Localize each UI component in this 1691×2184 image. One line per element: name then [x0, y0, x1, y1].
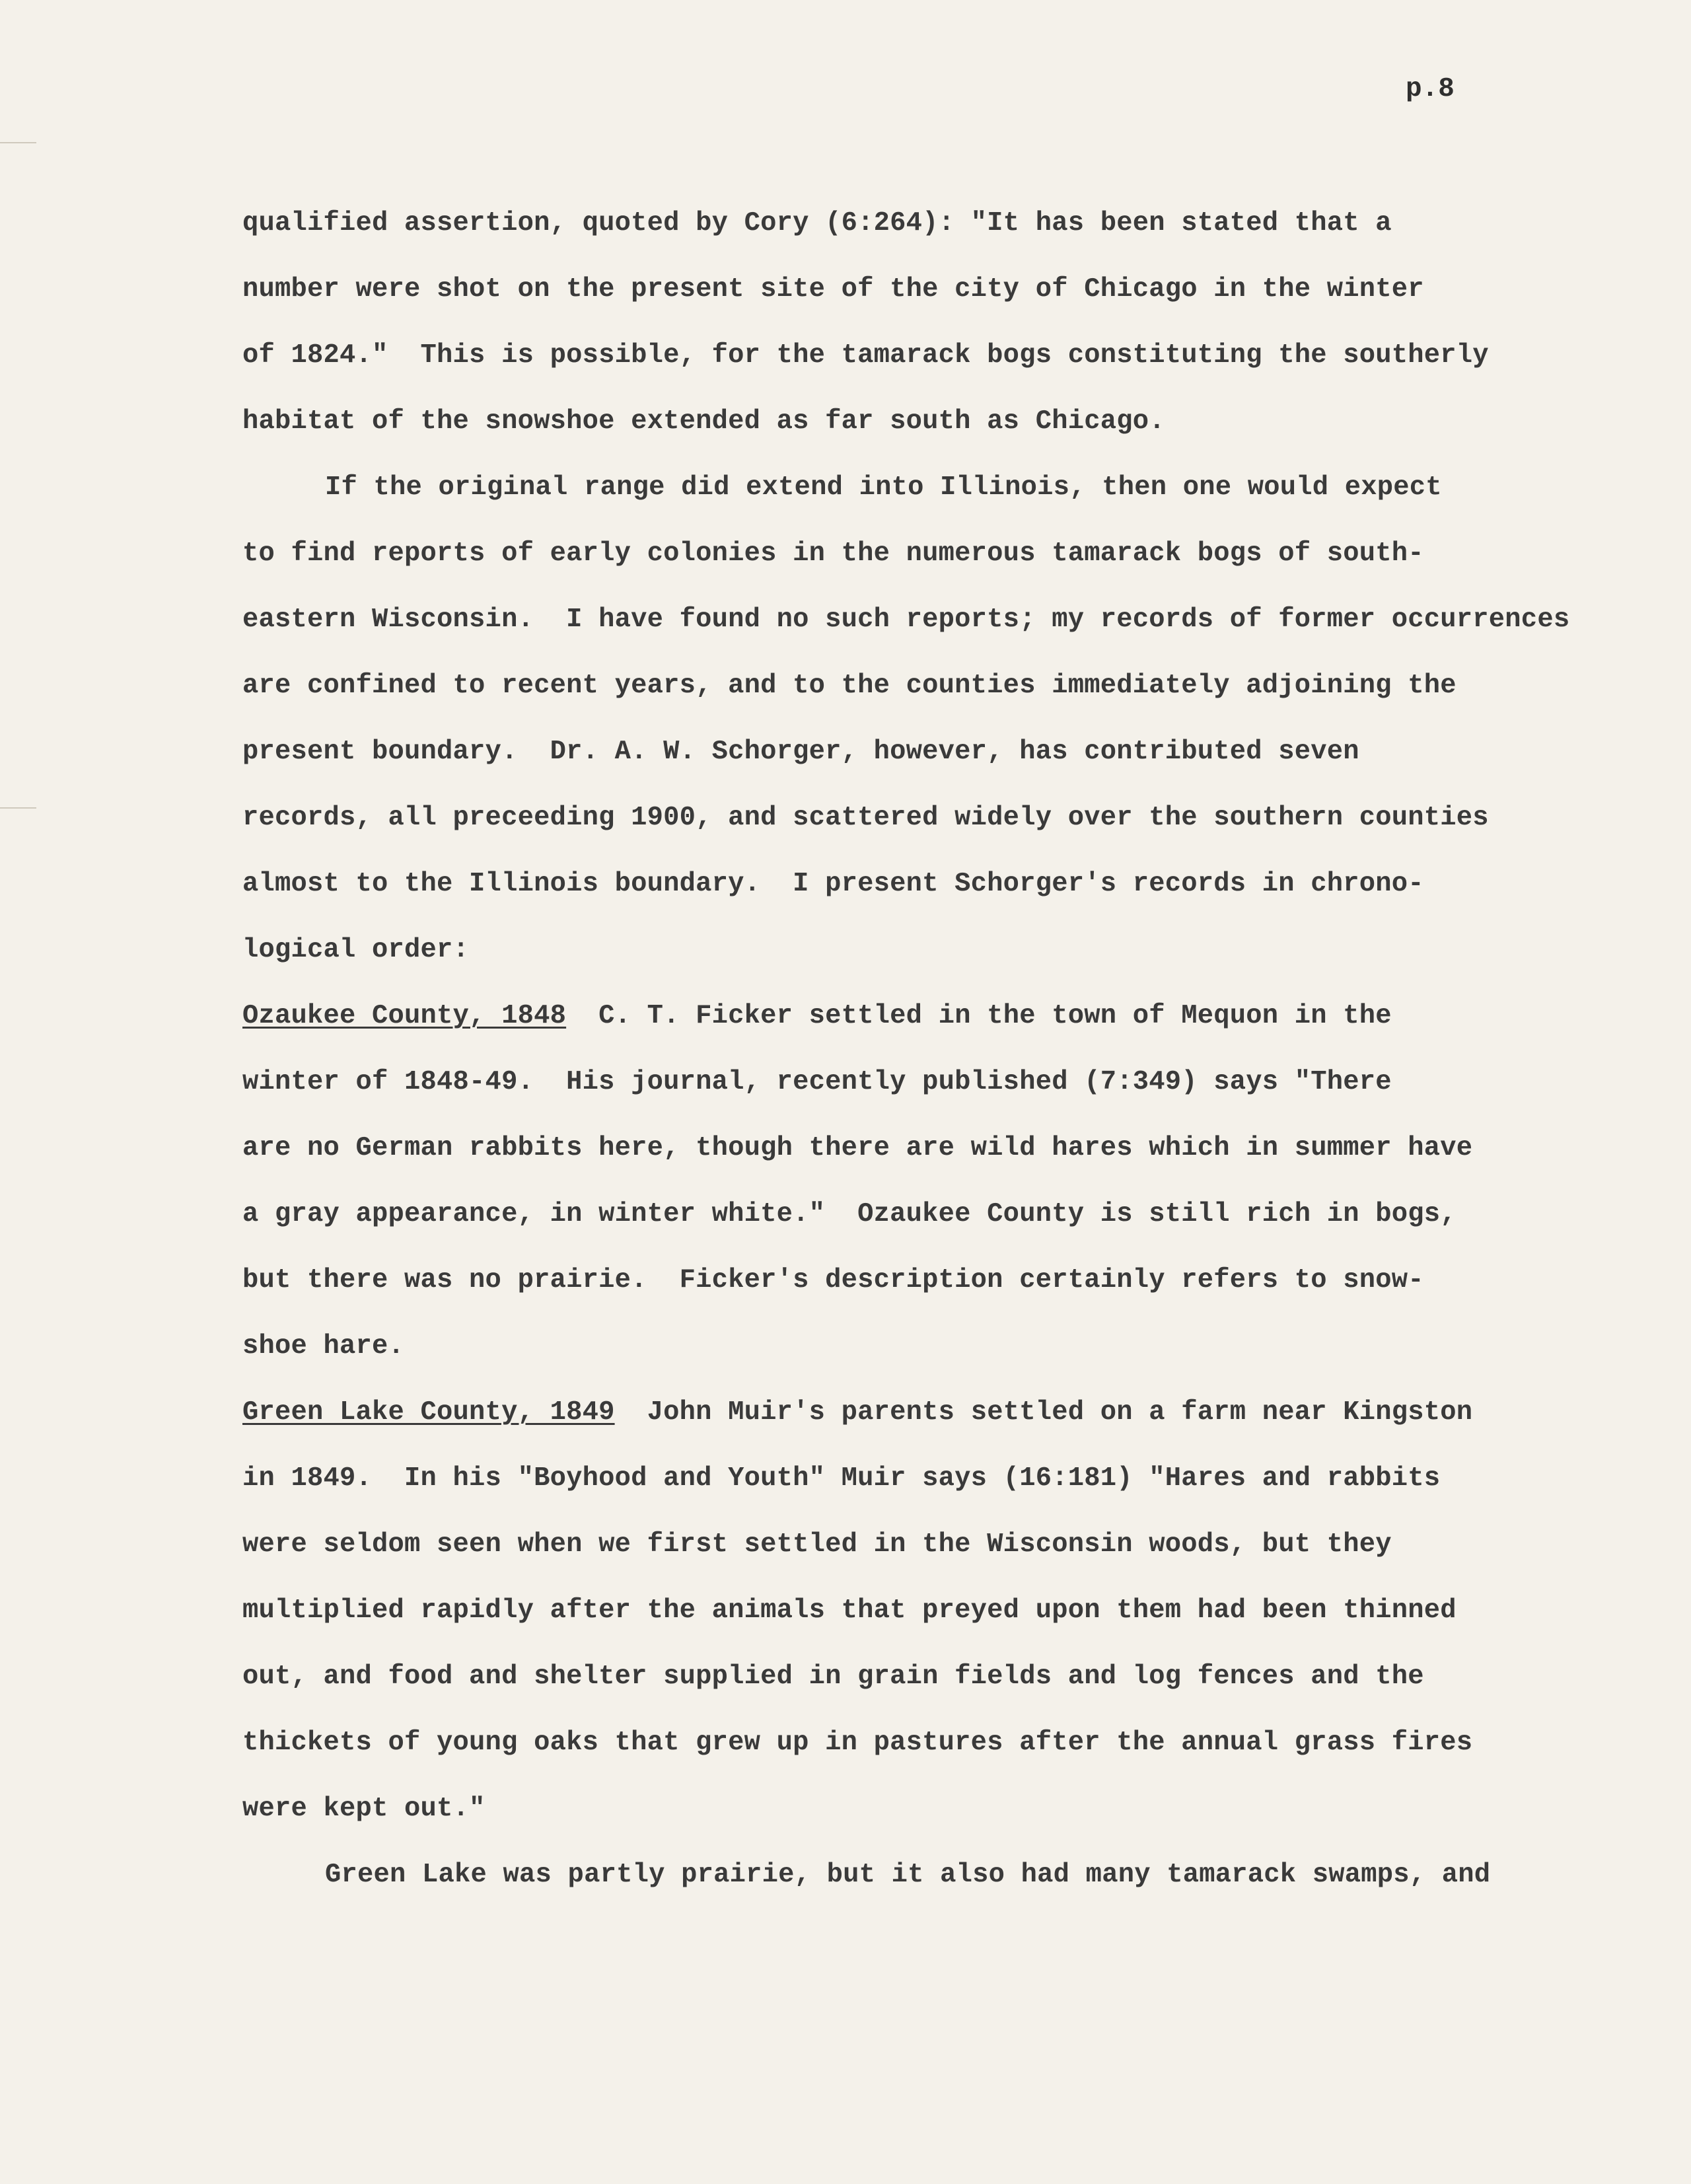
- text-line: qualified assertion, quoted by Cory (6:264): "It has been stated that a: [242, 208, 1392, 238]
- text-line: records, all preceeding 1900, and scattered widely over the southern counties: [242, 803, 1489, 833]
- text-line: almost to the Illinois boundary. I present Schorger's records in chrono-: [242, 869, 1424, 899]
- text-line: shoe hare.: [242, 1331, 405, 1362]
- text-line: C. T. Ficker settled in the town of Mequon in the: [598, 1001, 1392, 1031]
- text-line: eastern Wisconsin. I have found no such reports; my records of former occurrences: [242, 604, 1570, 635]
- text-line: a gray appearance, in winter white." Ozaukee County is still rich in bogs,: [242, 1199, 1457, 1229]
- text-line: to find reports of early colonies in the numerous tamarack bogs of south-: [242, 538, 1424, 569]
- text-line: present boundary. Dr. A. W. Schorger, however, has contributed seven: [242, 737, 1359, 767]
- text-line: were kept out.": [242, 1794, 486, 1824]
- text-line: If the original range did extend into Illinois, then one would expect: [325, 472, 1442, 503]
- text-line: out, and food and shelter supplied in grain fields and log fences and the: [242, 1661, 1424, 1692]
- record-entry-green-lake: [242, 1399, 1472, 1426]
- text-line: number were shot on the present site of the city of Chicago in the winter: [242, 274, 1424, 305]
- text-line: logical order:: [242, 935, 470, 965]
- text-line: are confined to recent years, and to the counties immediately adjoining the: [242, 671, 1457, 701]
- text-line: thickets of young oaks that grew up in pastures after the annual grass fires: [242, 1728, 1473, 1758]
- text-line: but there was no prairie. Ficker's description certainly refers to snow-: [242, 1265, 1424, 1295]
- text-line: are no German rabbits here, though there are wild hares which in summer have: [242, 1133, 1473, 1163]
- text-line: in 1849. In his "Boyhood and Youth" Muir says (16:181) "Hares and rabbits: [242, 1463, 1441, 1494]
- text-line: winter of 1848-49. His journal, recently published (7:349) says "There: [242, 1067, 1392, 1097]
- text-line: Green Lake was partly prairie, but it also had many tamarack swamps, and: [325, 1860, 1491, 1890]
- record-entry-ozaukee: [242, 1003, 1392, 1030]
- record-heading: Green Lake County, 1849: [242, 1397, 615, 1428]
- text-line: John Muir's parents settled on a farm near Kingston: [647, 1397, 1473, 1428]
- text-line: habitat of the snowshoe extended as far south as Chicago.: [242, 406, 1165, 437]
- text-line: multiplied rapidly after the animals that preyed upon them had been thinned: [242, 1595, 1457, 1626]
- record-heading: Ozaukee County, 1848: [242, 1001, 567, 1031]
- text-line: were seldom seen when we first settled in the Wisconsin woods, but they: [242, 1529, 1392, 1560]
- page-number: p.8: [1406, 74, 1455, 104]
- text-line: of 1824." This is possible, for the tamarack bogs constituting the southerly: [242, 340, 1489, 371]
